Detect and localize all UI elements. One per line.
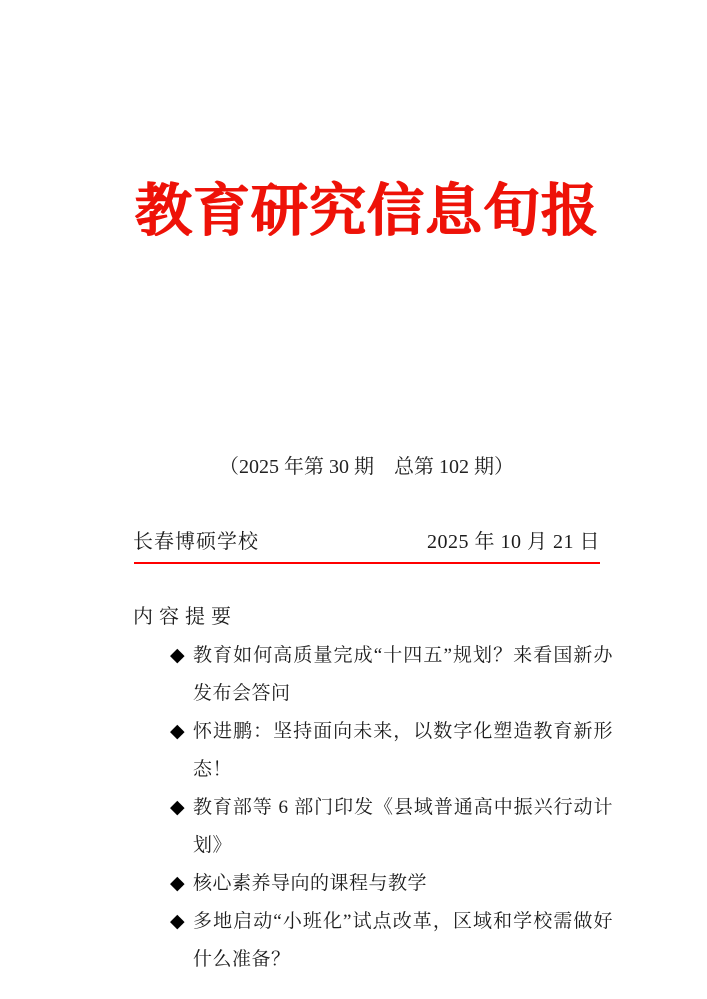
publication-date: 2025 年 10 月 21 日 — [427, 531, 600, 553]
diamond-bullet-icon: ◆ — [170, 797, 186, 818]
summary-list-item — [170, 789, 613, 865]
summary-list-item — [170, 903, 613, 979]
summary-item-text: 教育如何高质量完成“十四五”规划？来看国新办发布会答问 — [193, 645, 613, 704]
red-divider-rule — [134, 562, 600, 564]
organization-name: 长春博硕学校 — [133, 531, 259, 553]
summary-item-text: 教育部等 6 部门印发《县域普通高中振兴行动计划》 — [193, 797, 613, 856]
issue-number-line: （2025 年第 30 期 总第 102 期） — [219, 456, 514, 478]
summary-item-text: 多地启动“小班化”试点改革，区域和学校需做好什么准备？ — [193, 911, 613, 970]
page-content — [133, 0, 613, 999]
summary-heading: 内容提要 — [133, 606, 237, 628]
bulletin-title: 教育研究信息旬报 — [134, 180, 599, 243]
summary-list-item — [170, 713, 613, 789]
summary-list-item — [170, 865, 613, 903]
masthead-row — [133, 528, 600, 556]
diamond-bullet-icon: ◆ — [170, 721, 186, 742]
diamond-bullet-icon: ◆ — [170, 873, 186, 894]
summary-item-text: 核心素养导向的课程与教学 — [193, 873, 428, 894]
summary-list-item — [170, 637, 613, 713]
summary-item-text: 怀进鹏：坚持面向未来，以数字化塑造教育新形态！ — [193, 721, 613, 780]
diamond-bullet-icon: ◆ — [170, 911, 186, 932]
content-summary-section — [133, 601, 613, 979]
summary-list — [170, 637, 613, 979]
diamond-bullet-icon: ◆ — [170, 645, 186, 666]
